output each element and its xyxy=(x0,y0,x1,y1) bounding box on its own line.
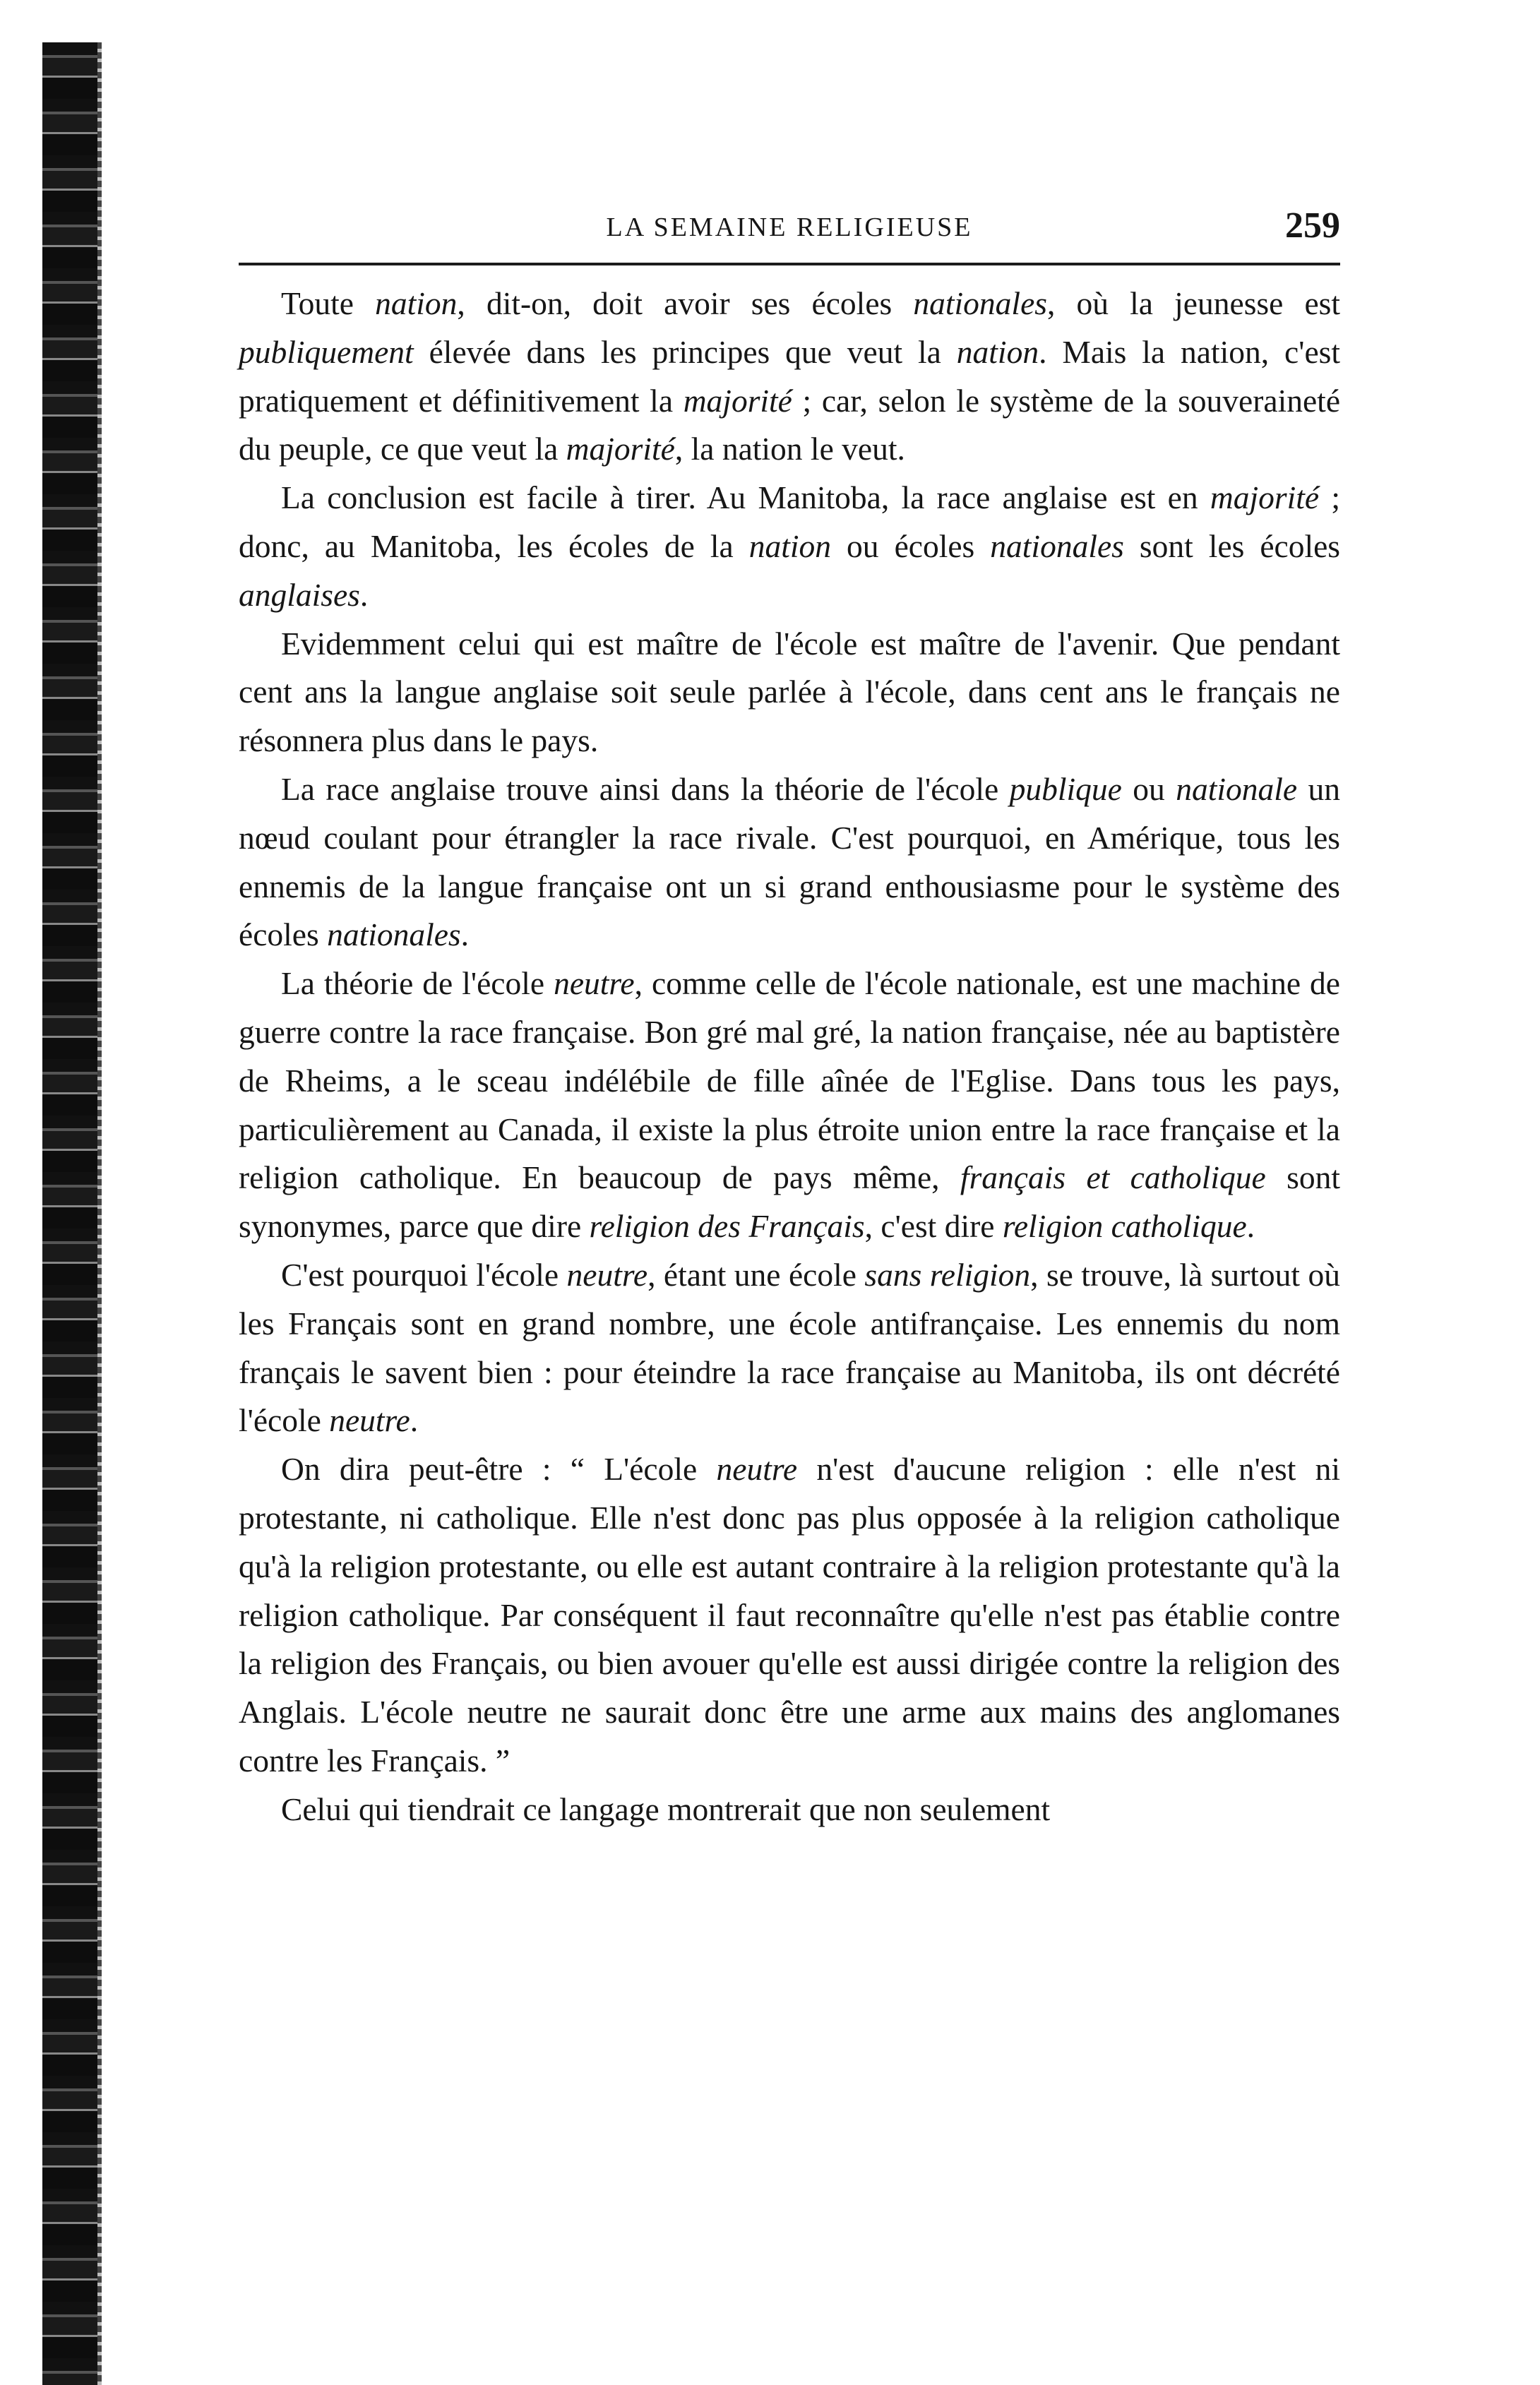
italic-text-run: neutre xyxy=(566,1256,648,1293)
paragraph xyxy=(239,1786,1340,1834)
text-run: C'est pourquoi l'école xyxy=(281,1256,567,1293)
text-run: On dira peut-être : “ L'école xyxy=(281,1451,717,1488)
text-run: . xyxy=(410,1402,419,1439)
text-run: ou xyxy=(1121,770,1176,807)
italic-text-run: religion catholique xyxy=(1002,1208,1247,1245)
paragraph xyxy=(239,620,1340,765)
text-run: élevée dans les principes que veut la xyxy=(413,333,957,370)
page-number: 259 xyxy=(1285,205,1340,246)
text-run: La théorie de l'école xyxy=(281,965,554,1002)
italic-text-run: anglaises xyxy=(239,576,360,613)
header-rule xyxy=(239,263,1340,265)
text-run: , se trouve, là surtout où les Français sont en grand nombre, une école antifrançaise. Les ennemis du nom français le savent bien : pour éteindre la race française au Manitoba, ils ont décrété l'école xyxy=(239,1256,1340,1439)
paragraph xyxy=(239,1445,1340,1786)
text-run: . Mais la nation, c'est pratiquement et définitivement la xyxy=(239,333,1340,419)
text-run: , la nation le veut. xyxy=(674,431,905,467)
paragraph xyxy=(239,1251,1340,1445)
text-run: . xyxy=(359,576,369,613)
italic-text-run: nation xyxy=(375,285,458,321)
text-run: . xyxy=(460,916,470,953)
text-run: , où la jeunesse est xyxy=(1046,285,1341,321)
text-run: sont synonymes, parce que dire xyxy=(239,1159,1340,1245)
italic-text-run: neutre xyxy=(716,1451,798,1488)
text-run: , c'est dire xyxy=(864,1208,1003,1245)
italic-text-run: majorité xyxy=(683,382,792,419)
italic-text-run: majorité xyxy=(566,431,675,467)
running-title: LA SEMAINE RELIGIEUSE xyxy=(606,213,973,242)
text-run: La conclusion est facile à tirer. Au Manitoba, la race anglaise est en xyxy=(281,479,1210,516)
text-run: un nœud coulant pour étrangler la race rivale. C'est pourquoi, en Amérique, tous les ennemis de la langue française ont un si grand enthousiasme pour le système des écoles xyxy=(239,770,1341,953)
text-run: sont les écoles xyxy=(1123,527,1341,564)
text-run: , comme celle de l'école nationale, est une machine de guerre contre la race française. Bon gré mal gré, la nation française, née au baptistère de Rheims, a le sceau indélébile de fille aînée de l'Eglise. Dans tous les pays, particulièrement au Canada, il existe la plus étroite union entre la race française et la religion catholique. En beaucoup de pays même, xyxy=(239,965,1340,1196)
italic-text-run: neutre xyxy=(329,1402,410,1439)
paragraph xyxy=(239,474,1340,619)
paragraph xyxy=(239,280,1340,474)
italic-text-run: nation xyxy=(748,527,832,564)
text-run: ; donc, au Manitoba, les écoles de la xyxy=(239,479,1340,564)
italic-text-run: nationales xyxy=(990,527,1124,564)
italic-text-run: nation xyxy=(956,333,1039,370)
text-run: ou écoles xyxy=(831,527,991,564)
text-run: Toute xyxy=(281,285,376,321)
text-run: . xyxy=(1246,1208,1255,1245)
book-page xyxy=(239,205,1340,1834)
text-run: La race anglaise trouve ainsi dans la théorie de l'école xyxy=(281,770,1010,807)
italic-text-run: religion des Français xyxy=(589,1208,865,1245)
paragraph xyxy=(239,765,1340,960)
text-run: , dit-on, doit avoir ses écoles xyxy=(457,285,914,321)
italic-text-run: majorité xyxy=(1210,479,1320,516)
italic-text-run: nationale xyxy=(1176,770,1298,807)
italic-text-run: français et catholique xyxy=(960,1159,1266,1196)
text-run: ; car, selon le système de la souveraineté du peuple, ce que veut la xyxy=(239,382,1341,467)
italic-text-run: sans religion xyxy=(864,1256,1031,1293)
text-run: , étant une école xyxy=(647,1256,865,1293)
running-head xyxy=(239,205,1340,249)
italic-text-run: nationales xyxy=(327,916,461,953)
paragraph xyxy=(239,960,1340,1251)
italic-text-run: neutre xyxy=(554,965,635,1002)
body-text xyxy=(239,280,1340,1834)
italic-text-run: nationales xyxy=(913,285,1047,321)
text-run: Evidemment celui qui est maître de l'école est maître de l'avenir. Que pendant cent ans la langue anglaise soit seule parlée à l'école, dans cent ans le français ne résonnera plus dans le pays. xyxy=(239,625,1340,759)
italic-text-run: publiquement xyxy=(239,333,414,370)
italic-text-run: publique xyxy=(1009,770,1122,807)
scanned-binding-edge xyxy=(42,42,97,2385)
text-run: n'est d'aucune religion : elle n'est ni protestante, ni catholique. Elle n'est donc pas plus opposée à la religion catholique qu'à la religion protestante, ou elle est autant contraire à la religion protestante qu'à la religion catholique. Par conséquent il faut reconnaître qu'elle n'est pas établie contre la religion des Français, ou bien avouer qu'elle est aussi dirigée contre la religion des Anglais. L'école neutre ne saurait donc être une arme aux mains des anglomanes contre les Français. ” xyxy=(239,1451,1340,1779)
text-run: Celui qui tiendrait ce langage montrerait que non seulement xyxy=(281,1791,1051,1827)
